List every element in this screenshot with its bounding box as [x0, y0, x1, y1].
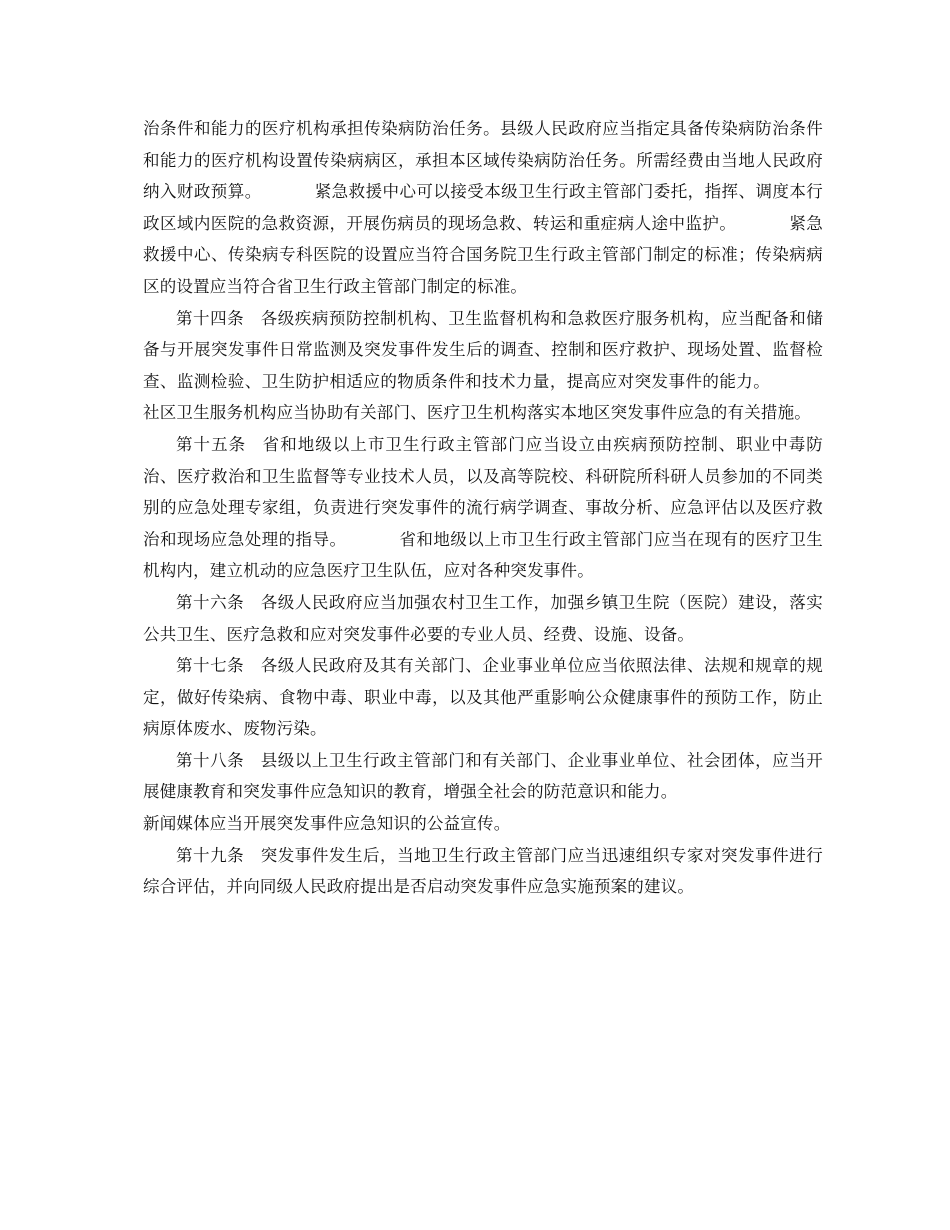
paragraph-segment: 新闻媒体应当开展突发事件应急知识的公益宣传。	[143, 814, 511, 834]
article-number: 第十六条	[176, 592, 245, 612]
paragraph-segment: 各级人民政府及其有关部门、企业事业单位应当依照法律、法规和规章的规定，做好传染病、食物中毒、职业中毒，以及其他严重影响公众健康事件的预防工作，防止病原体废水、废物污染。	[143, 656, 823, 739]
article-number: 第十五条	[176, 434, 247, 454]
paragraph-segment: 省和地级以上市卫生行政主管部门应当在现有的医疗卫生机构内，建立机动的应急医疗卫生队伍，应对各种突发事件。	[143, 529, 824, 581]
article-number: 第十九条	[176, 845, 245, 865]
paragraph-segment: 治条件和能力的医疗机构承担传染病防治任务。县级人民政府应当指定具备传染病防治条件和能力的医疗机构设置传染病病区，承担本区域传染病防治任务。所需经费由当地人民政府纳入财政预算。	[143, 119, 823, 202]
article-15	[143, 429, 823, 587]
paragraph-segment: 县级以上卫生行政主管部门和有关部门、企业事业单位、社会团体，应当开展健康教育和突发事件应急知识的教育，增强全社会的防范意识和能力。	[143, 750, 823, 802]
paragraph-segment: 紧急救援中心可以接受本级卫生行政主管部门委托，指挥、调度本行政区域内医院的急救资源，开展伤病员的现场急救、转运和重症病人途中监护。	[143, 182, 824, 233]
paragraph-segment: 各级疾病预防控制机构、卫生监督机构和急救医疗服务机构，应当配备和储备与开展突发事件日常监测及突发事件发生后的调查、控制和医疗救护、现场处置、监督检查、监测检验、卫生防护相适应的物质条件和技术力量，提高应对突发事件的能力。	[143, 308, 823, 391]
article-number: 第十八条	[176, 750, 245, 770]
paragraph-segment: 省和地级以上市卫生行政主管部门应当设立由疾病预防控制、职业中毒防治、医疗救治和卫生监督等专业技术人员，以及高等院校、科研院所科研人员参加的不同类别的应急处理专家组，负责进行突发事件的流行病学调查、事故分析、应急评估以及医疗救治和现场应急处理的指导。	[143, 434, 823, 549]
article-number: 第十四条	[176, 308, 245, 328]
article-number: 第十七条	[176, 656, 245, 676]
article-16	[143, 587, 823, 650]
article-17	[143, 650, 823, 745]
article-18	[143, 745, 823, 840]
paragraph-continuation	[143, 113, 823, 303]
paragraph-segment: 各级人民政府应当加强农村卫生工作，加强乡镇卫生院（医院）建设，落实公共卫生、医疗急救和应对突发事件必要的专业人员、经费、设施、设备。	[143, 592, 823, 644]
article-19	[143, 840, 823, 903]
paragraph-segment: 紧急救援中心、传染病专科医院的设置应当符合国务院卫生行政主管部门制定的标准；传染病病区的设置应当符合省卫生行政主管部门制定的标准。	[143, 213, 823, 296]
paragraph-segment: 社区卫生服务机构应当协助有关部门、医疗卫生机构落实本地区突发事件应急的有关措施。	[143, 403, 811, 423]
document-body	[143, 113, 823, 903]
article-14	[143, 303, 823, 429]
paragraph-segment: 突发事件发生后，当地卫生行政主管部门应当迅速组织专家对突发事件进行综合评估，并向同级人民政府提出是否启动突发事件应急实施预案的建议。	[143, 845, 823, 897]
